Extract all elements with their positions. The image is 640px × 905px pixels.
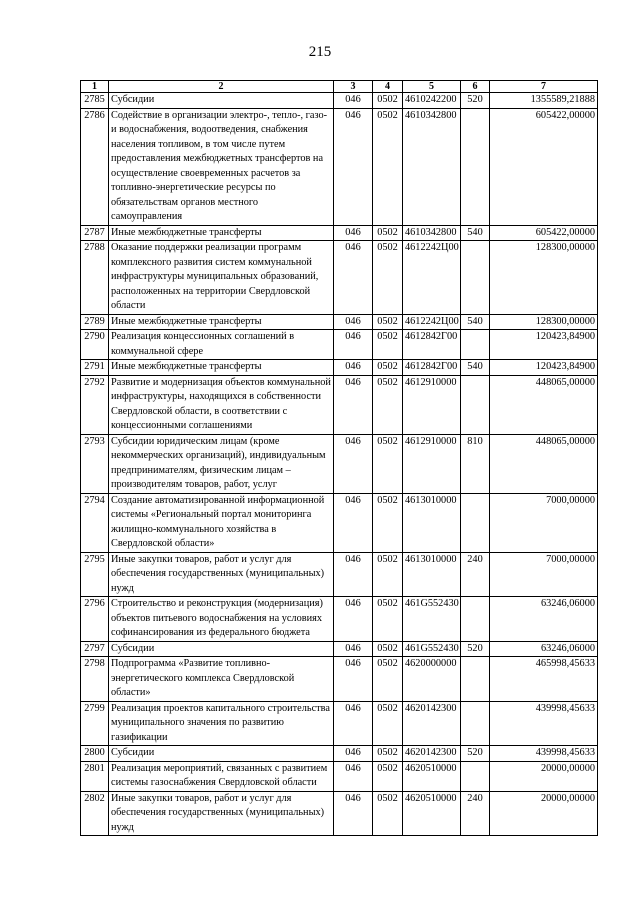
row-amount: 439998,45633 xyxy=(490,746,598,762)
row-name: Иные межбюджетные трансферты xyxy=(109,314,334,330)
row-section-code: 0502 xyxy=(373,225,403,241)
row-name: Субсидии xyxy=(109,641,334,657)
row-expense-type: 520 xyxy=(461,93,490,109)
row-number: 2787 xyxy=(81,225,109,241)
row-expense-type xyxy=(461,493,490,552)
row-target-article: 4612842Г00 xyxy=(403,360,461,376)
row-amount: 465998,45633 xyxy=(490,657,598,702)
row-expense-type: 240 xyxy=(461,791,490,836)
row-number: 2796 xyxy=(81,597,109,642)
row-name: Иные закупки товаров, работ и услуг для обеспечения государственных (муниципальных) нужд xyxy=(109,791,334,836)
column-header: 5 xyxy=(403,81,461,93)
row-target-article: 4620510000 xyxy=(403,791,461,836)
row-admin-code: 046 xyxy=(334,791,373,836)
row-target-article: 4610342800 xyxy=(403,225,461,241)
row-amount: 448065,00000 xyxy=(490,375,598,434)
row-section-code: 0502 xyxy=(373,314,403,330)
table-row xyxy=(81,791,598,836)
row-expense-type xyxy=(461,657,490,702)
row-target-article: 461G552430 xyxy=(403,641,461,657)
row-amount: 448065,00000 xyxy=(490,434,598,493)
row-section-code: 0502 xyxy=(373,552,403,597)
row-admin-code: 046 xyxy=(334,314,373,330)
table-row xyxy=(81,330,598,360)
row-target-article: 461G552430 xyxy=(403,597,461,642)
row-amount: 120423,84900 xyxy=(490,330,598,360)
row-target-article: 4620142300 xyxy=(403,746,461,762)
table-row xyxy=(81,241,598,315)
row-section-code: 0502 xyxy=(373,241,403,315)
row-target-article: 4612242Ц00 xyxy=(403,241,461,315)
row-expense-type: 540 xyxy=(461,225,490,241)
row-section-code: 0502 xyxy=(373,701,403,746)
row-admin-code: 046 xyxy=(334,746,373,762)
row-amount: 605422,00000 xyxy=(490,108,598,225)
row-amount: 7000,00000 xyxy=(490,552,598,597)
table-row xyxy=(81,314,598,330)
row-name: Реализация концессионных соглашений в коммунальной сфере xyxy=(109,330,334,360)
column-header: 3 xyxy=(334,81,373,93)
row-section-code: 0502 xyxy=(373,597,403,642)
table-row xyxy=(81,701,598,746)
row-target-article: 4612242Ц00 xyxy=(403,314,461,330)
row-number: 2790 xyxy=(81,330,109,360)
column-header: 1 xyxy=(81,81,109,93)
row-expense-type xyxy=(461,701,490,746)
table-row xyxy=(81,761,598,791)
row-expense-type: 520 xyxy=(461,746,490,762)
row-admin-code: 046 xyxy=(334,375,373,434)
row-amount: 7000,00000 xyxy=(490,493,598,552)
row-amount: 1355589,21888 xyxy=(490,93,598,109)
row-expense-type xyxy=(461,330,490,360)
table-row xyxy=(81,746,598,762)
table-row xyxy=(81,493,598,552)
row-target-article: 4610342800 xyxy=(403,108,461,225)
row-expense-type: 240 xyxy=(461,552,490,597)
row-name: Реализация проектов капитального строительства муниципального значения по развитию газификации xyxy=(109,701,334,746)
row-admin-code: 046 xyxy=(334,552,373,597)
row-admin-code: 046 xyxy=(334,93,373,109)
row-admin-code: 046 xyxy=(334,360,373,376)
row-target-article: 4610242200 xyxy=(403,93,461,109)
row-amount: 63246,06000 xyxy=(490,641,598,657)
row-section-code: 0502 xyxy=(373,330,403,360)
row-amount: 20000,00000 xyxy=(490,761,598,791)
row-admin-code: 046 xyxy=(334,434,373,493)
table-row xyxy=(81,552,598,597)
page-number: 215 xyxy=(308,44,332,60)
row-section-code: 0502 xyxy=(373,360,403,376)
row-name: Развитие и модернизация объектов коммунальной инфраструктуры, находящихся в собственности Свердловской области, в соответствии с концессионными соглашениями xyxy=(109,375,334,434)
row-number: 2786 xyxy=(81,108,109,225)
column-header: 2 xyxy=(109,81,334,93)
row-amount: 605422,00000 xyxy=(490,225,598,241)
row-name: Строительство и реконструкция (модернизация) объектов питьевого водоснабжения на условиях софинансирования из федерального бюджета xyxy=(109,597,334,642)
row-number: 2802 xyxy=(81,791,109,836)
row-target-article: 4613010000 xyxy=(403,552,461,597)
table-row xyxy=(81,597,598,642)
row-name: Иные межбюджетные трансферты xyxy=(109,360,334,376)
row-amount: 439998,45633 xyxy=(490,701,598,746)
row-section-code: 0502 xyxy=(373,657,403,702)
row-number: 2794 xyxy=(81,493,109,552)
row-admin-code: 046 xyxy=(334,597,373,642)
row-section-code: 0502 xyxy=(373,493,403,552)
row-number: 2788 xyxy=(81,241,109,315)
row-section-code: 0502 xyxy=(373,761,403,791)
row-expense-type: 540 xyxy=(461,314,490,330)
row-target-article: 4612910000 xyxy=(403,375,461,434)
row-expense-type xyxy=(461,761,490,791)
row-admin-code: 046 xyxy=(334,657,373,702)
row-number: 2797 xyxy=(81,641,109,657)
row-expense-type xyxy=(461,597,490,642)
row-expense-type: 520 xyxy=(461,641,490,657)
row-expense-type xyxy=(461,108,490,225)
row-admin-code: 046 xyxy=(334,641,373,657)
row-section-code: 0502 xyxy=(373,375,403,434)
row-expense-type xyxy=(461,375,490,434)
row-name: Субсидии xyxy=(109,746,334,762)
column-header: 7 xyxy=(490,81,598,93)
column-header: 6 xyxy=(461,81,490,93)
table-row xyxy=(81,657,598,702)
row-name: Реализация мероприятий, связанных с развитием системы газоснабжения Свердловской области xyxy=(109,761,334,791)
row-target-article: 4620510000 xyxy=(403,761,461,791)
row-section-code: 0502 xyxy=(373,641,403,657)
table-row xyxy=(81,641,598,657)
row-admin-code: 046 xyxy=(334,701,373,746)
row-expense-type: 810 xyxy=(461,434,490,493)
row-section-code: 0502 xyxy=(373,791,403,836)
row-admin-code: 046 xyxy=(334,241,373,315)
budget-table xyxy=(80,80,598,836)
row-amount: 63246,06000 xyxy=(490,597,598,642)
row-admin-code: 046 xyxy=(334,761,373,791)
row-expense-type: 540 xyxy=(461,360,490,376)
row-section-code: 0502 xyxy=(373,746,403,762)
row-number: 2793 xyxy=(81,434,109,493)
row-target-article: 4620000000 xyxy=(403,657,461,702)
row-admin-code: 046 xyxy=(334,493,373,552)
row-admin-code: 046 xyxy=(334,108,373,225)
header-row xyxy=(81,81,598,93)
table-row xyxy=(81,375,598,434)
row-target-article: 4620142300 xyxy=(403,701,461,746)
row-number: 2800 xyxy=(81,746,109,762)
row-target-article: 4613010000 xyxy=(403,493,461,552)
row-expense-type xyxy=(461,241,490,315)
table-row xyxy=(81,225,598,241)
table-row xyxy=(81,93,598,109)
row-name: Субсидии юридическим лицам (кроме некоммерческих организаций), индивидуальным предпринимателям, физическим лицам – производителям товаров, работ, услуг xyxy=(109,434,334,493)
row-number: 2795 xyxy=(81,552,109,597)
row-section-code: 0502 xyxy=(373,434,403,493)
table-row xyxy=(81,360,598,376)
row-number: 2785 xyxy=(81,93,109,109)
row-amount: 20000,00000 xyxy=(490,791,598,836)
row-section-code: 0502 xyxy=(373,93,403,109)
row-admin-code: 046 xyxy=(334,330,373,360)
row-target-article: 4612910000 xyxy=(403,434,461,493)
row-section-code: 0502 xyxy=(373,108,403,225)
row-number: 2801 xyxy=(81,761,109,791)
row-name: Иные закупки товаров, работ и услуг для обеспечения государственных (муниципальных) нужд xyxy=(109,552,334,597)
row-name: Оказание поддержки реализации программ комплексного развития систем коммунальной инфраструктуры муниципальных образований, расположенных на территории Свердловской области xyxy=(109,241,334,315)
row-number: 2798 xyxy=(81,657,109,702)
row-name: Субсидии xyxy=(109,93,334,109)
row-name: Содействие в организации электро-, тепло-, газо- и водоснабжения, водоотведения, снабжения населения топливом, в том числе путем предоставления межбюджетных трансфертов на осуществление своевременных расчетов за топливно-энергетические ресурсы по обязательствам органов местного самоуправления xyxy=(109,108,334,225)
row-amount: 128300,00000 xyxy=(490,241,598,315)
row-number: 2791 xyxy=(81,360,109,376)
row-number: 2789 xyxy=(81,314,109,330)
row-number: 2799 xyxy=(81,701,109,746)
row-number: 2792 xyxy=(81,375,109,434)
row-admin-code: 046 xyxy=(334,225,373,241)
row-amount: 120423,84900 xyxy=(490,360,598,376)
table-row xyxy=(81,434,598,493)
column-header: 4 xyxy=(373,81,403,93)
row-name: Подпрограмма «Развитие топливно-энергетического комплекса Свердловской области» xyxy=(109,657,334,702)
row-name: Создание автоматизированной информационной системы «Региональный портал мониторинга жилищно-коммунального хозяйства в Свердловской области» xyxy=(109,493,334,552)
table-row xyxy=(81,108,598,225)
row-name: Иные межбюджетные трансферты xyxy=(109,225,334,241)
row-target-article: 4612842Г00 xyxy=(403,330,461,360)
row-amount: 128300,00000 xyxy=(490,314,598,330)
